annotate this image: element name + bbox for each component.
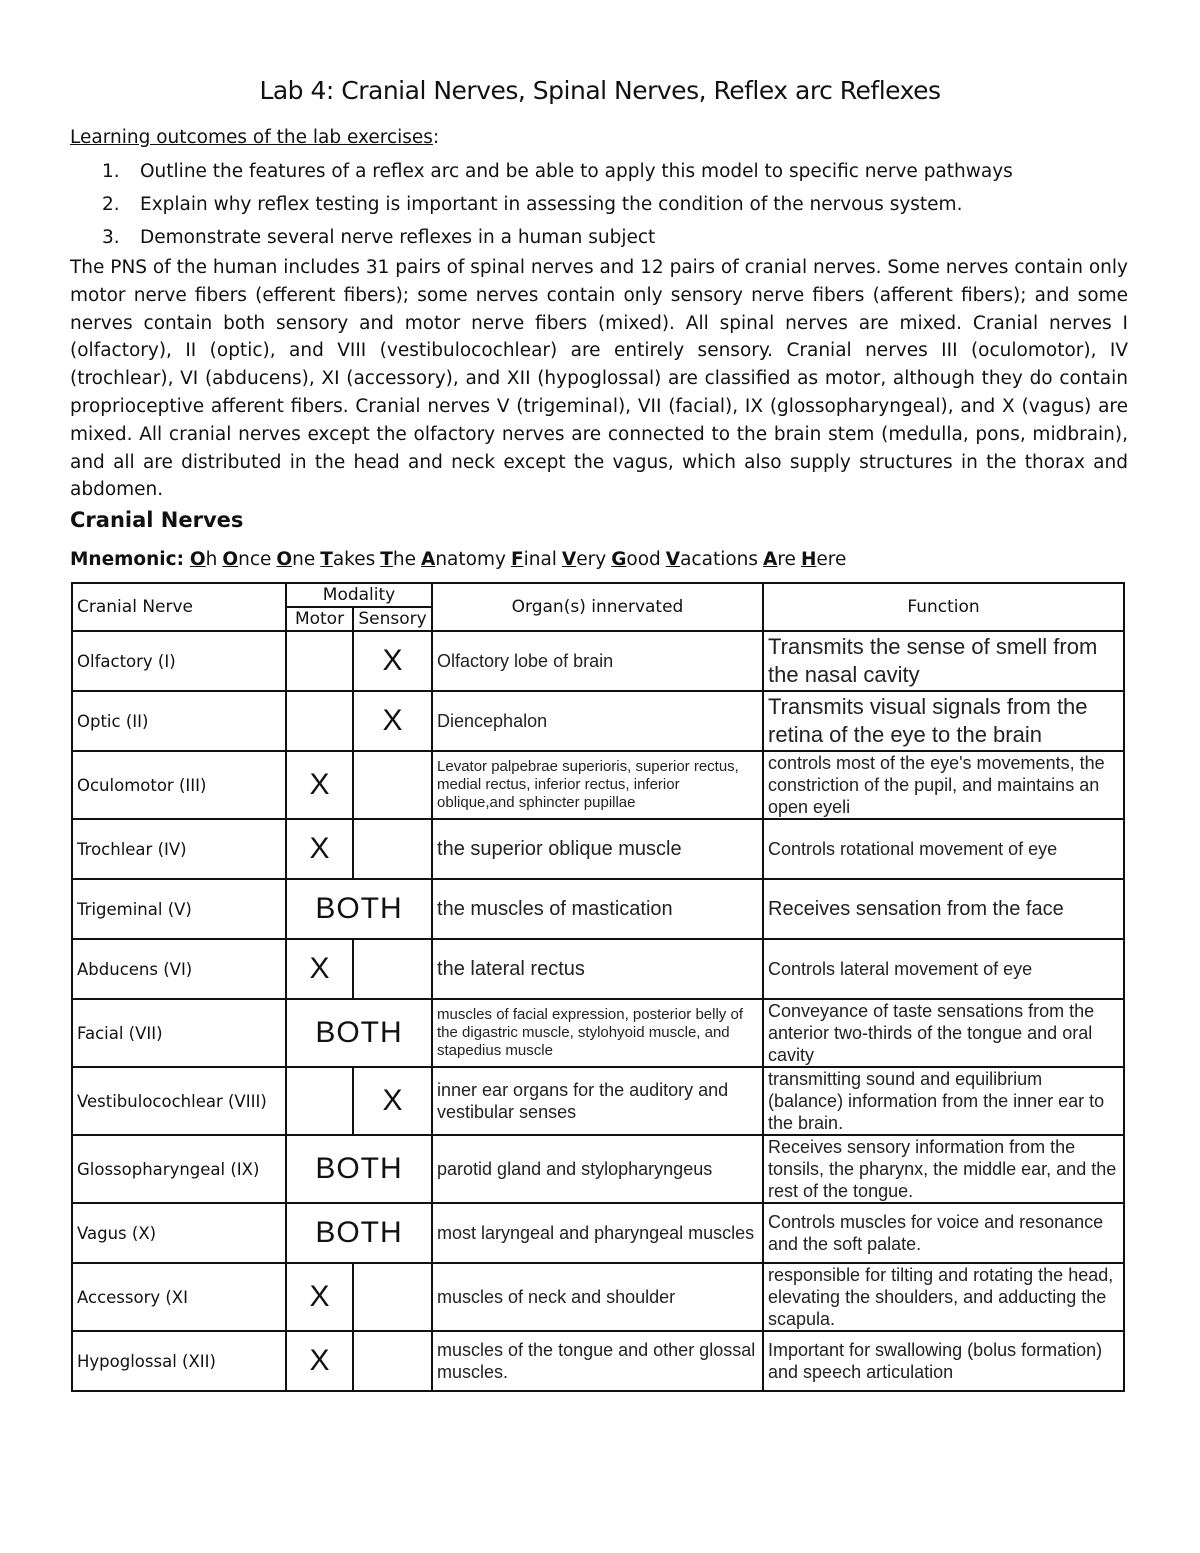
list-number: 1. [102,161,120,182]
intro-paragraph: The PNS of the human includes 31 pairs of spinal nerves and 12 pairs of cranial nerves. Some nerves contain only motor nerve fibers (efferent fibers); some nerves contain only sensory nerve fibers (afferent fibers); and some nerves contain both sensory and motor nerve fibers (mixed). All spinal nerves are mixed. Cranial nerves I (olfactory), II (optic), and VIII (vestibulocochlear) are entirely sensory. Cranial nerves III (oculomotor), IV (trochlear), VI (abducens), XI (accessory), and XII (hypoglossal) are classified as motor, although they do contain proprioceptive afferent fibers. Cranial nerves V (trigeminal), VII (facial), IX (glossopharyngeal), and X (vagus) are mixed. All cranial nerves except the olfactory nerves are connected to the brain stem (medulla, pons, midbrain), and all are distributed in the head and neck except the vagus, which also supply structures in the thorax and abdomen. [70,257,1128,501]
mnemonic-rest: nce [238,549,272,570]
nerve-function: responsible for tilting and rotating the head, elevating the shoulders, and adducting the scapula. [763,1263,1124,1331]
modality-motor [286,1067,353,1135]
mnemonic-initial: T [320,549,333,570]
nerve-name: Vagus (X) [72,1203,286,1263]
nerve-function: Transmits visual signals from the retina of the eye to the brain [763,691,1124,751]
table-row [72,1135,1124,1203]
modality-sensory [353,751,432,819]
list-text: Demonstrate several nerve reflexes in a human subject [140,227,656,248]
modality-sensory: X [353,1067,432,1135]
section-heading: Cranial Nerves [70,508,244,532]
list-text: Outline the features of a reflex arc and be able to apply this model to specific nerve pathways [140,161,1013,182]
modality-motor: X [286,751,353,819]
nerve-name: Trochlear (IV) [72,819,286,879]
mnemonic-word [380,549,416,570]
list-item [102,191,1013,224]
organ-innervated: the lateral rectus [432,939,763,999]
table-row [72,631,1124,691]
mnemonic-word [562,549,606,570]
nerve-name: Vestibulocochlear (VIII) [72,1067,286,1135]
mnemonic-rest: natomy [435,549,506,570]
modality-sensory [353,1331,432,1391]
mnemonic-initial: O [222,549,239,570]
outcomes-heading [70,127,439,148]
modality-sensory [353,939,432,999]
table-row [72,819,1124,879]
mnemonic-rest: h [205,549,218,570]
nerve-function: Transmits the sense of smell from the nasal cavity [763,631,1124,691]
header-cranial-nerve: Cranial Nerve [72,583,286,631]
modality-sensory: X [353,631,432,691]
mnemonic-initial: A [421,549,436,570]
mnemonic-line [70,549,851,570]
modality-motor [286,631,353,691]
nerve-name: Facial (VII) [72,999,286,1067]
modality-sensory: X [353,691,432,751]
mnemonic-initial: O [189,549,206,570]
mnemonic-word [666,549,758,570]
organ-innervated: muscles of the tongue and other glossal muscles. [432,1331,763,1391]
mnemonic-rest: inal [523,549,557,570]
table-body [72,631,1124,1391]
organ-innervated: the muscles of mastication [432,879,763,939]
nerve-name: Glossopharyngeal (IX) [72,1135,286,1203]
table-row [72,1263,1124,1331]
mnemonic-initial: G [611,549,627,570]
table-row [72,879,1124,939]
modality-sensory [353,1263,432,1331]
nerve-function: Controls muscles for voice and resonance and the soft palate. [763,1203,1124,1263]
organ-innervated: the superior oblique muscle [432,819,763,879]
modality-motor: X [286,1331,353,1391]
nerve-function: Controls rotational movement of eye [763,819,1124,879]
outcomes-heading-colon: : [432,127,440,148]
nerve-function: controls most of the eye's movements, the constriction of the pupil, and maintains an open eyeli [763,751,1124,819]
mnemonic-word [511,549,557,570]
modality-motor: X [286,819,353,879]
header-function: Function [763,583,1124,631]
organ-innervated: Olfactory lobe of brain [432,631,763,691]
mnemonic-word [611,549,661,570]
mnemonic-word [320,549,375,570]
mnemonic-initial: V [665,549,681,570]
organ-innervated: muscles of neck and shoulder [432,1263,763,1331]
mnemonic-word [801,549,846,570]
mnemonic-word [190,549,217,570]
modality-both: BOTH [286,1203,432,1263]
header-modality: Modality [286,583,432,607]
mnemonic-initial: V [561,549,577,570]
modality-both: BOTH [286,1135,432,1203]
mnemonic-initial: H [800,549,817,570]
table-row [72,751,1124,819]
mnemonic-initial: A [763,549,778,570]
cranial-nerves-table [71,582,1125,1392]
mnemonic-initial: F [510,549,524,570]
list-item [102,158,1013,191]
nerve-name: Hypoglossal (XII) [72,1331,286,1391]
outcomes-list [102,158,1013,257]
nerve-name: Abducens (VI) [72,939,286,999]
table-row [72,999,1124,1067]
mnemonic-word [763,549,796,570]
nerve-function: Conveyance of taste sensations from the anterior two-thirds of the tongue and oral cavity [763,999,1124,1067]
nerve-function: Important for swallowing (bolus formation) and speech articulation [763,1331,1124,1391]
mnemonic-initial: T [380,549,393,570]
mnemonic-word [421,549,506,570]
page-title: Lab 4: Cranial Nerves, Spinal Nerves, Reflex arc Reflexes [259,76,941,105]
list-number: 3. [102,227,120,248]
list-number: 2. [102,194,120,215]
nerve-name: Trigeminal (V) [72,879,286,939]
modality-motor: X [286,939,353,999]
table-row [72,1067,1124,1135]
mnemonic-word [276,549,315,570]
modality-both: BOTH [286,999,432,1067]
mnemonic-rest: ood [626,549,661,570]
list-text: Explain why reflex testing is important in assessing the condition of the nervous system. [140,194,963,215]
header-motor: Motor [286,607,353,631]
organ-innervated: Levator palpebrae superioris, superior rectus, medial rectus, inferior rectus, inferior oblique,and sphincter pupillae [432,751,763,819]
nerve-name: Olfactory (I) [72,631,286,691]
modality-both: BOTH [286,879,432,939]
table-row [72,1203,1124,1263]
header-organ: Organ(s) innervated [432,583,763,631]
mnemonic-rest: akes [332,549,376,570]
modality-motor [286,691,353,751]
mnemonic-rest: re [777,549,796,570]
mnemonic-word [222,549,271,570]
outcomes-heading-text: Learning outcomes of the lab exercises [70,127,433,148]
organ-innervated: Diencephalon [432,691,763,751]
mnemonic-initial: O [276,549,293,570]
nerve-name: Accessory (XI [72,1263,286,1331]
organ-innervated: parotid gland and stylopharyngeus [432,1135,763,1203]
header-sensory: Sensory [353,607,432,631]
organ-innervated: most laryngeal and pharyngeal muscles [432,1203,763,1263]
mnemonic-rest: ne [292,549,316,570]
nerve-function: Controls lateral movement of eye [763,939,1124,999]
nerve-name: Optic (II) [72,691,286,751]
nerve-function: Receives sensation from the face [763,879,1124,939]
table-row [72,939,1124,999]
organ-innervated: inner ear organs for the auditory and vestibular senses [432,1067,763,1135]
mnemonic-words [190,549,852,570]
mnemonic-label: Mnemonic: [70,549,184,570]
nerve-function: Receives sensory information from the tonsils, the pharynx, the middle ear, and the rest of the tongue. [763,1135,1124,1203]
organ-innervated: muscles of facial expression, posterior belly of the digastric muscle, stylohyoid muscle, and stapedius muscle [432,999,763,1067]
nerve-function: transmitting sound and equilibrium (balance) information from the inner ear to the brain. [763,1067,1124,1135]
modality-sensory [353,819,432,879]
table-row [72,1331,1124,1391]
mnemonic-rest: ere [816,549,847,570]
nerve-name: Oculomotor (III) [72,751,286,819]
list-item [102,224,1013,257]
mnemonic-rest: he [392,549,416,570]
modality-motor: X [286,1263,353,1331]
table-row [72,691,1124,751]
mnemonic-rest: acations [680,549,759,570]
mnemonic-rest: ery [576,549,607,570]
